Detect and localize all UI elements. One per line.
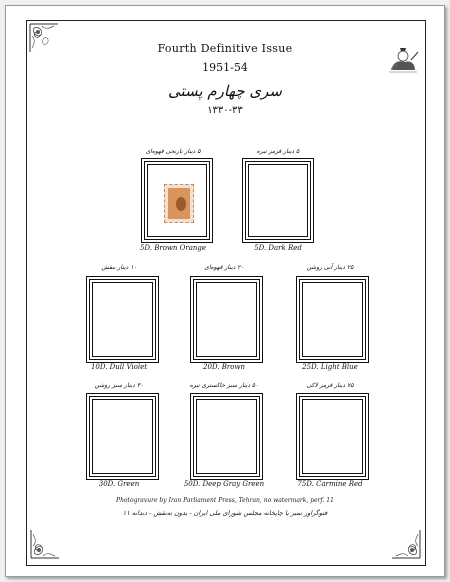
stamp-frame: [296, 393, 369, 480]
stamp-persian-label: ۳۰ دینار سبز روشن: [94, 382, 144, 389]
stamp-slot: [74, 382, 164, 494]
stamp-persian-label: ۲۵ دینار آبی روشن: [306, 264, 354, 271]
stamp-caption: 10D. Dull Violet: [90, 363, 148, 371]
persian-title: سری چهارم پستی: [168, 82, 282, 100]
bottom-left-ornament-icon: [29, 526, 63, 560]
stamp-image: [164, 184, 194, 223]
stamp-frame: [242, 158, 314, 243]
stamp-frame: [141, 158, 213, 243]
stamp-persian-label: ۷۵ دینار قرمز لاکی: [306, 382, 354, 389]
stamp-persian-label: ۱۰ دینار بنفش: [101, 264, 137, 271]
persian-years: ۱۳۳۰-۳۳: [207, 105, 243, 116]
stamp-caption: 5D. Brown Orange: [139, 244, 207, 252]
stamp-frame: [86, 393, 159, 480]
stamp-caption: 25D. Light Blue: [302, 363, 358, 371]
stamp-frame: [190, 393, 263, 480]
stamp-slot: [233, 148, 323, 260]
stamp-caption: 50D. Deep Gray Green: [183, 480, 265, 488]
bottom-right-ornament-icon: [388, 526, 422, 560]
stamp-slot: [128, 148, 218, 260]
stamp-slot: [179, 264, 269, 376]
page-years: 1951-54: [202, 61, 248, 74]
stamp-caption: 20D. Brown: [203, 363, 245, 371]
stamp-frame: [296, 276, 369, 363]
stamp-slot: [74, 264, 164, 376]
stamp-caption: 5D. Dark Red: [254, 244, 302, 252]
stamp-frame: [86, 276, 159, 363]
printing-note-persian: فتوگراور تمبر با چاپخانه مجلس شورای ملی ایران - بدون ته‌نقش - دندانه ۱۱: [122, 509, 328, 517]
page-title: Fourth Definitive Issue: [157, 42, 293, 55]
stamp-frame: [190, 276, 263, 363]
stamp-persian-label: ۵ دینار قرمز تیره: [256, 148, 300, 155]
stamp-caption: 30D. Green: [98, 480, 140, 488]
stamp-persian-label: ۵۰ دینار سبز خاکستری تیره: [189, 382, 259, 389]
stamp-slot: [285, 264, 375, 376]
stamp-caption: 75D. Carmine Red: [297, 480, 363, 488]
printing-note: Photogravure by Iran Parliament Press, Tehran, no watermark, perf. 11: [116, 497, 334, 504]
stamp-persian-label: ۵ دینار نارنجی قهوه‌ای: [145, 148, 201, 155]
album-page: [5, 5, 445, 577]
stamp-slot: [179, 382, 269, 494]
stamp-slot: [285, 382, 375, 494]
stamp-persian-label: ۲۰ دینار قهوه‌ای: [204, 264, 244, 271]
